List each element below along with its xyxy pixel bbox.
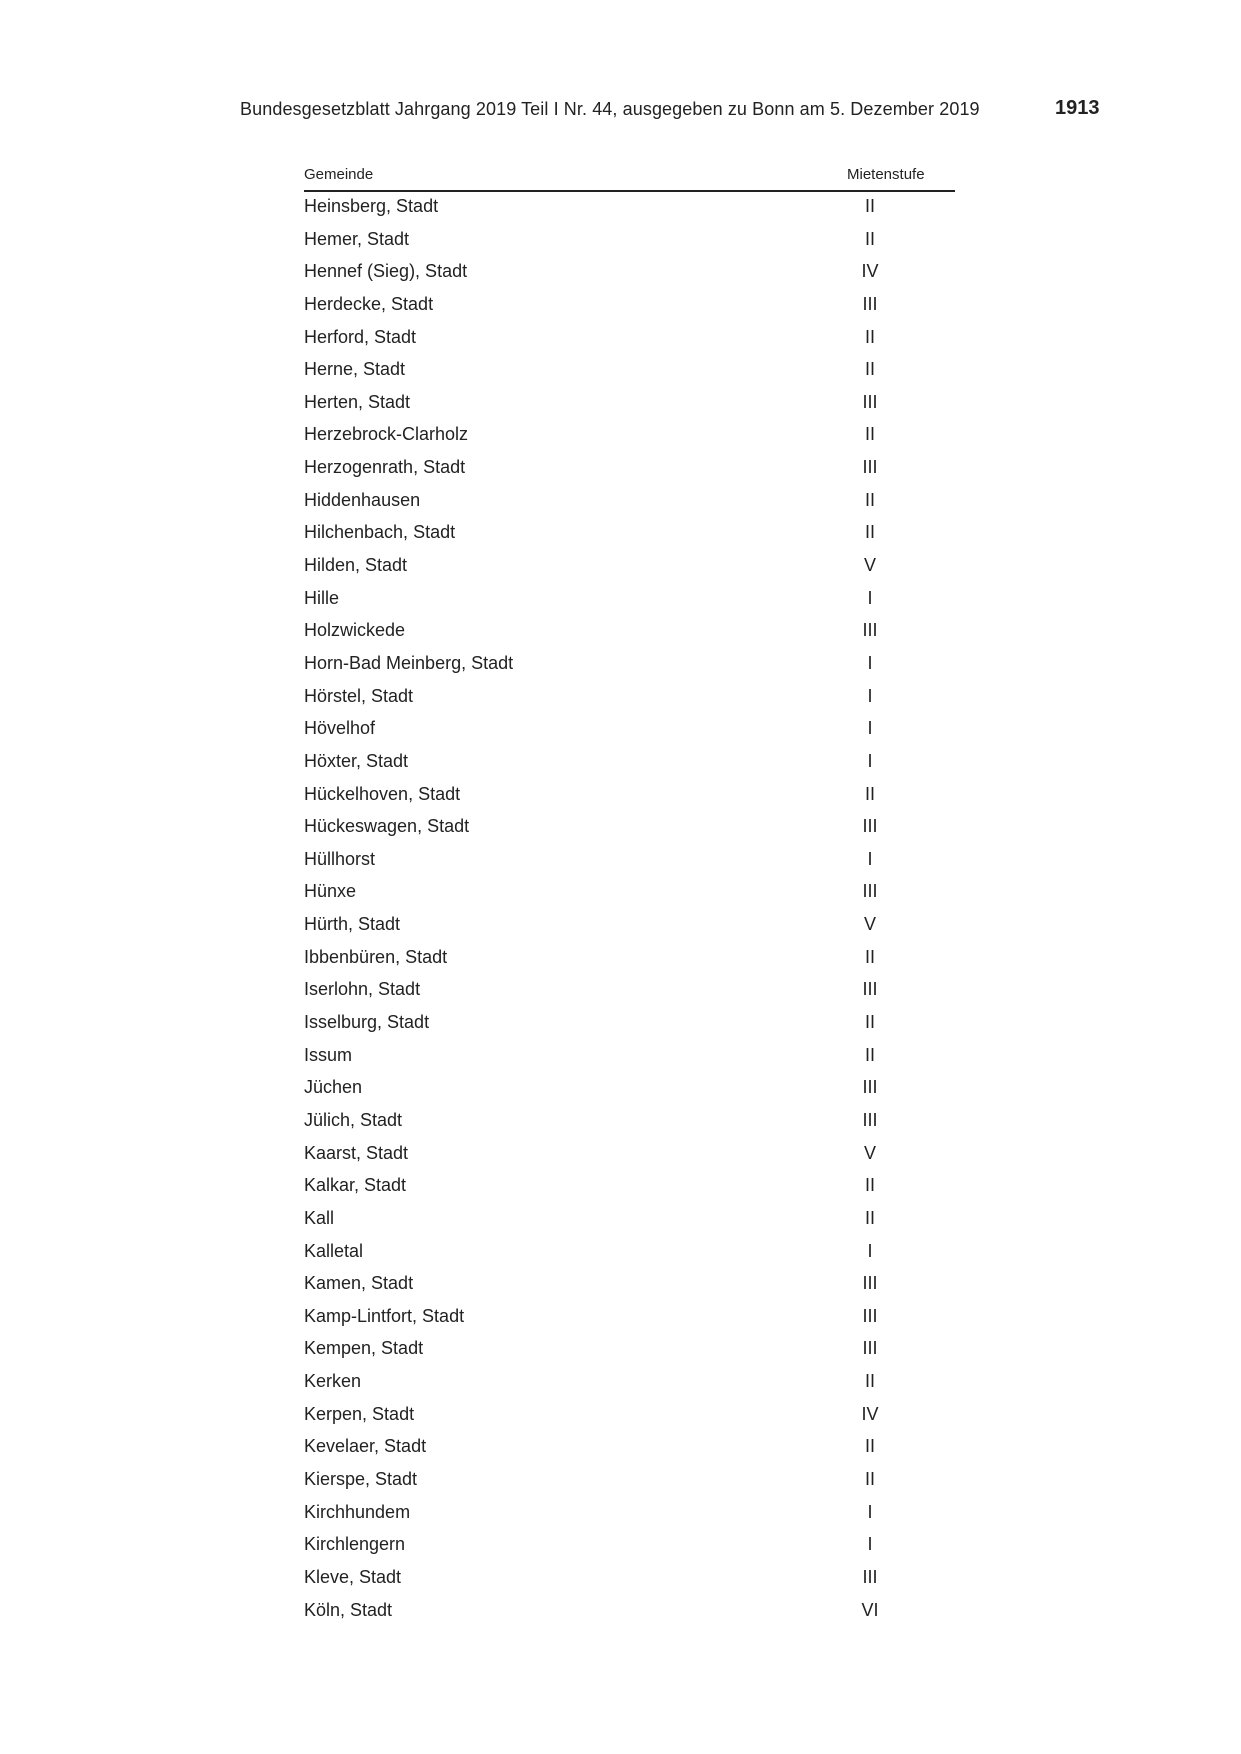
rent-level-cell: II [864, 424, 875, 445]
table-row [304, 388, 955, 421]
rent-level-cell: V [863, 555, 876, 576]
rent-level-cell: III [862, 1338, 878, 1359]
municipality-cell: Jüchen [304, 1077, 363, 1098]
municipality-cell: Kalkar, Stadt [304, 1175, 407, 1196]
running-title: Bundesgesetzblatt Jahrgang 2019 Teil I Nr. 44, ausgegeben zu Bonn am 5. Dezember 2019 [240, 99, 980, 119]
rent-level-cell: II [864, 359, 875, 380]
municipality-cell: Hemer, Stadt [304, 228, 410, 249]
table-row [304, 1530, 955, 1563]
table-row [304, 486, 955, 519]
table-row [304, 1334, 955, 1367]
page-number: 1913 [1055, 97, 1100, 119]
rent-level-cell: II [864, 522, 875, 543]
rent-level-cell: III [862, 1566, 878, 1587]
table-row [304, 845, 955, 878]
table-body [304, 192, 955, 1628]
rent-level-cell: I [867, 750, 873, 771]
municipality-cell: Kamp-Lintfort, Stadt [304, 1305, 465, 1326]
municipality-cell: Hückeswagen, Stadt [304, 816, 470, 837]
rent-level-cell: II [864, 326, 875, 347]
table-row [304, 1073, 955, 1106]
table-row [304, 910, 955, 943]
table-row [304, 1432, 955, 1465]
municipality-cell: Hückelhoven, Stadt [304, 783, 461, 804]
rent-level-cell: III [862, 620, 878, 641]
municipality-cell: Hille [304, 587, 340, 608]
municipality-cell: Isselburg, Stadt [304, 1012, 430, 1033]
municipality-cell: Kall [304, 1207, 335, 1228]
table-row [304, 1596, 955, 1629]
rent-level-table [304, 162, 955, 1628]
rent-level-cell: I [867, 718, 873, 739]
rent-level-cell: V [863, 914, 876, 935]
municipality-cell: Hürth, Stadt [304, 914, 401, 935]
table-row [304, 1400, 955, 1433]
rent-level-cell: III [862, 881, 878, 902]
table-row [304, 420, 955, 453]
municipality-cell: Hüllhorst [304, 848, 376, 869]
municipality-cell: Kempen, Stadt [304, 1338, 424, 1359]
rent-level-cell: III [862, 1305, 878, 1326]
table-row [304, 453, 955, 486]
municipality-cell: Kirchlengern [304, 1534, 406, 1555]
rent-level-cell: II [864, 946, 875, 967]
table-row [304, 518, 955, 551]
table-row [304, 1269, 955, 1302]
table-row [304, 714, 955, 747]
table-row [304, 1139, 955, 1172]
table-row [304, 812, 955, 845]
table-row [304, 1465, 955, 1498]
rent-level-cell: II [864, 783, 875, 804]
table-row [304, 355, 955, 388]
municipality-cell: Holzwickede [304, 620, 406, 641]
table-row [304, 877, 955, 910]
rent-level-cell: II [864, 228, 875, 249]
municipality-cell: Hiddenhausen [304, 489, 421, 510]
table-row [304, 1563, 955, 1596]
rent-level-cell: III [862, 1273, 878, 1294]
rent-level-cell: I [867, 652, 873, 673]
rent-level-cell: II [864, 1044, 875, 1065]
municipality-cell: Herford, Stadt [304, 326, 417, 347]
rent-level-cell: IV [861, 1403, 879, 1424]
municipality-cell: Kamen, Stadt [304, 1273, 414, 1294]
municipality-cell: Herdecke, Stadt [304, 293, 434, 314]
table-row [304, 649, 955, 682]
table-row [304, 290, 955, 323]
municipality-cell: Horn-Bad Meinberg, Stadt [304, 652, 514, 673]
municipality-cell: Hövelhof [304, 718, 376, 739]
table-row [304, 1498, 955, 1531]
rent-level-cell: I [867, 848, 873, 869]
rent-level-cell: III [862, 457, 878, 478]
table-row [304, 551, 955, 584]
municipality-cell: Kerpen, Stadt [304, 1403, 415, 1424]
municipality-cell: Kirchhundem [304, 1501, 411, 1522]
table-row [304, 975, 955, 1008]
table-row [304, 323, 955, 356]
table-row [304, 1204, 955, 1237]
table-row [304, 1237, 955, 1270]
table-header [304, 162, 955, 192]
municipality-cell: Hünxe [304, 881, 357, 902]
column-header-municipality: Gemeinde [304, 166, 374, 183]
municipality-cell: Hilden, Stadt [304, 555, 408, 576]
rent-level-cell: III [862, 979, 878, 1000]
rent-level-cell: II [864, 1436, 875, 1457]
rent-level-cell: I [867, 685, 873, 706]
table-row [304, 682, 955, 715]
rent-level-cell: II [864, 1207, 875, 1228]
municipality-cell: Kleve, Stadt [304, 1566, 402, 1587]
municipality-cell: Kerken [304, 1371, 362, 1392]
municipality-cell: Kierspe, Stadt [304, 1468, 418, 1489]
rent-level-cell: II [864, 1371, 875, 1392]
rent-level-cell: III [862, 816, 878, 837]
rent-level-cell: IV [861, 261, 879, 282]
municipality-cell: Ibbenbüren, Stadt [304, 946, 448, 967]
table-row [304, 1041, 955, 1074]
municipality-cell: Herne, Stadt [304, 359, 406, 380]
rent-level-cell: III [862, 1109, 878, 1130]
municipality-cell: Herten, Stadt [304, 391, 411, 412]
rent-level-cell: II [864, 1468, 875, 1489]
table-row [304, 943, 955, 976]
table-row [304, 192, 955, 225]
municipality-cell: Herzogenrath, Stadt [304, 457, 466, 478]
municipality-cell: Hilchenbach, Stadt [304, 522, 456, 543]
municipality-cell: Hennef (Sieg), Stadt [304, 261, 468, 282]
rent-level-cell: II [864, 1175, 875, 1196]
municipality-cell: Köln, Stadt [304, 1599, 393, 1620]
rent-level-cell: III [862, 1077, 878, 1098]
rent-level-cell: I [867, 1240, 873, 1261]
table-row [304, 584, 955, 617]
municipality-cell: Herzebrock-Clarholz [304, 424, 469, 445]
municipality-cell: Kaarst, Stadt [304, 1142, 409, 1163]
table-row [304, 257, 955, 290]
rent-level-cell: III [862, 391, 878, 412]
rent-level-cell: I [867, 587, 873, 608]
rent-level-cell: V [863, 1142, 876, 1163]
rent-level-cell: II [864, 196, 875, 216]
column-header-rent-level: Mietenstufe [847, 166, 925, 183]
table-row [304, 1367, 955, 1400]
municipality-cell: Kevelaer, Stadt [304, 1436, 427, 1457]
rent-level-cell: III [862, 293, 878, 314]
municipality-cell: Heinsberg, Stadt [304, 196, 439, 216]
rent-level-cell: II [864, 1012, 875, 1033]
municipality-cell: Issum [304, 1044, 353, 1065]
rent-level-cell: I [867, 1534, 873, 1555]
rent-level-cell: II [864, 489, 875, 510]
table-row [304, 616, 955, 649]
table-row [304, 1008, 955, 1041]
municipality-cell: Jülich, Stadt [304, 1109, 403, 1130]
rent-level-cell: I [867, 1501, 873, 1522]
table-row [304, 1171, 955, 1204]
table-row [304, 1302, 955, 1335]
table-row [304, 225, 955, 258]
municipality-cell: Höxter, Stadt [304, 750, 409, 771]
municipality-cell: Hörstel, Stadt [304, 685, 414, 706]
table-row [304, 747, 955, 780]
municipality-cell: Kalletal [304, 1240, 364, 1261]
table-row [304, 780, 955, 813]
rent-level-cell: VI [861, 1599, 879, 1620]
municipality-cell: Iserlohn, Stadt [304, 979, 421, 1000]
table-row [304, 1106, 955, 1139]
